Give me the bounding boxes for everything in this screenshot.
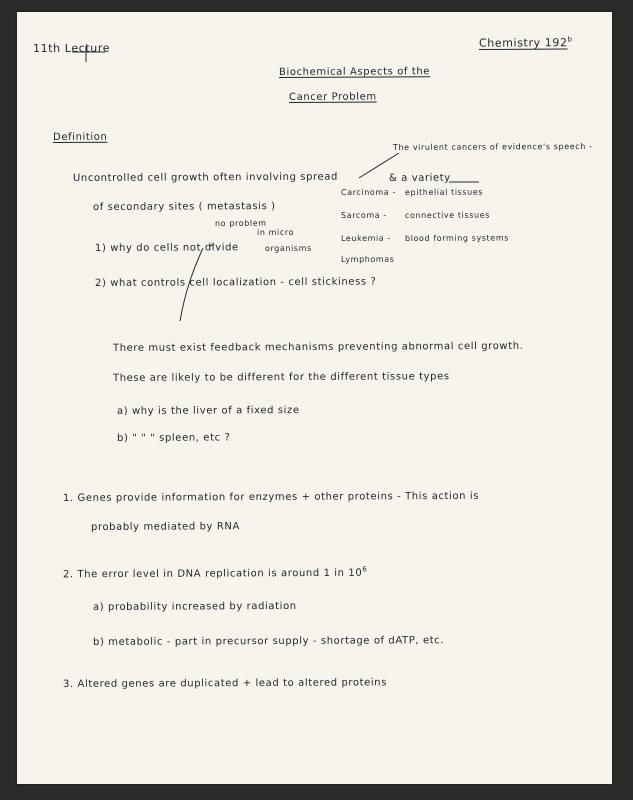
no-problem-note: no problem: [214, 218, 267, 228]
definition-line-1: Uncontrolled cell growth often involving spread: [72, 171, 338, 184]
type-name-3: Lymphomas: [340, 254, 395, 264]
type-tissue-0: epithelial tissues: [404, 187, 484, 197]
point-1-line-2: probably mediated by RNA: [90, 521, 240, 533]
course-superscript: b: [567, 35, 573, 44]
feedback-line-1: There must exist feedback mechanisms preventing abnormal cell growth.: [112, 340, 524, 354]
point-2-a: a) probability increased by radiation: [92, 600, 297, 613]
point-1-line-1: 1. Genes provide information for enzymes + other proteins - This action is: [62, 490, 480, 504]
question-2: 2) what controls cell localization - cell stickiness ?: [94, 276, 377, 289]
point-2-b: b) metabolic - part in precursor supply - shortage of dATP, etc.: [92, 635, 445, 648]
type-name-2: Leukemia -: [340, 233, 391, 243]
handwritten-marks: [17, 12, 612, 784]
point-3: 3. Altered genes are duplicated + lead to altered proteins: [62, 677, 388, 690]
title-line-2: Cancer Problem: [288, 91, 377, 103]
virulent-note: The virulent cancers of evidence's speech -: [392, 141, 593, 152]
feedback-b: b) " " " spleen, etc ?: [116, 432, 231, 444]
question-1-tail: organisms: [264, 243, 312, 253]
type-name-0: Carcinoma -: [340, 187, 396, 197]
point-2-exponent: 6: [362, 565, 368, 574]
type-name-1: Sarcoma -: [340, 210, 387, 220]
point-2-line-1: [63, 565, 367, 580]
document-page: [17, 12, 612, 784]
type-tissue-2: blood forming systems: [404, 233, 509, 243]
definition-heading: Definition: [52, 131, 108, 143]
question-1: 1) why do cells not divide: [94, 242, 239, 254]
in-micro-note: in micro: [256, 227, 295, 237]
type-tissue-1: connective tissues: [404, 210, 490, 220]
point-2-text: 2. The error level in DNA replication is around 1 in 10: [62, 567, 363, 581]
feedback-a: a) why is the liver of a fixed size: [116, 405, 300, 417]
feedback-line-2: These are likely to be different for the different tissue types: [112, 371, 450, 384]
definition-variety: & a variety: [388, 172, 451, 184]
lecture-number: 11th Lecture: [32, 41, 111, 55]
definition-line-2: of secondary sites ( metastasis ): [92, 201, 276, 213]
course-name: Chemistry 192: [478, 36, 568, 50]
course-label: [479, 36, 573, 50]
title-line-1: Biochemical Aspects of the: [278, 66, 431, 78]
